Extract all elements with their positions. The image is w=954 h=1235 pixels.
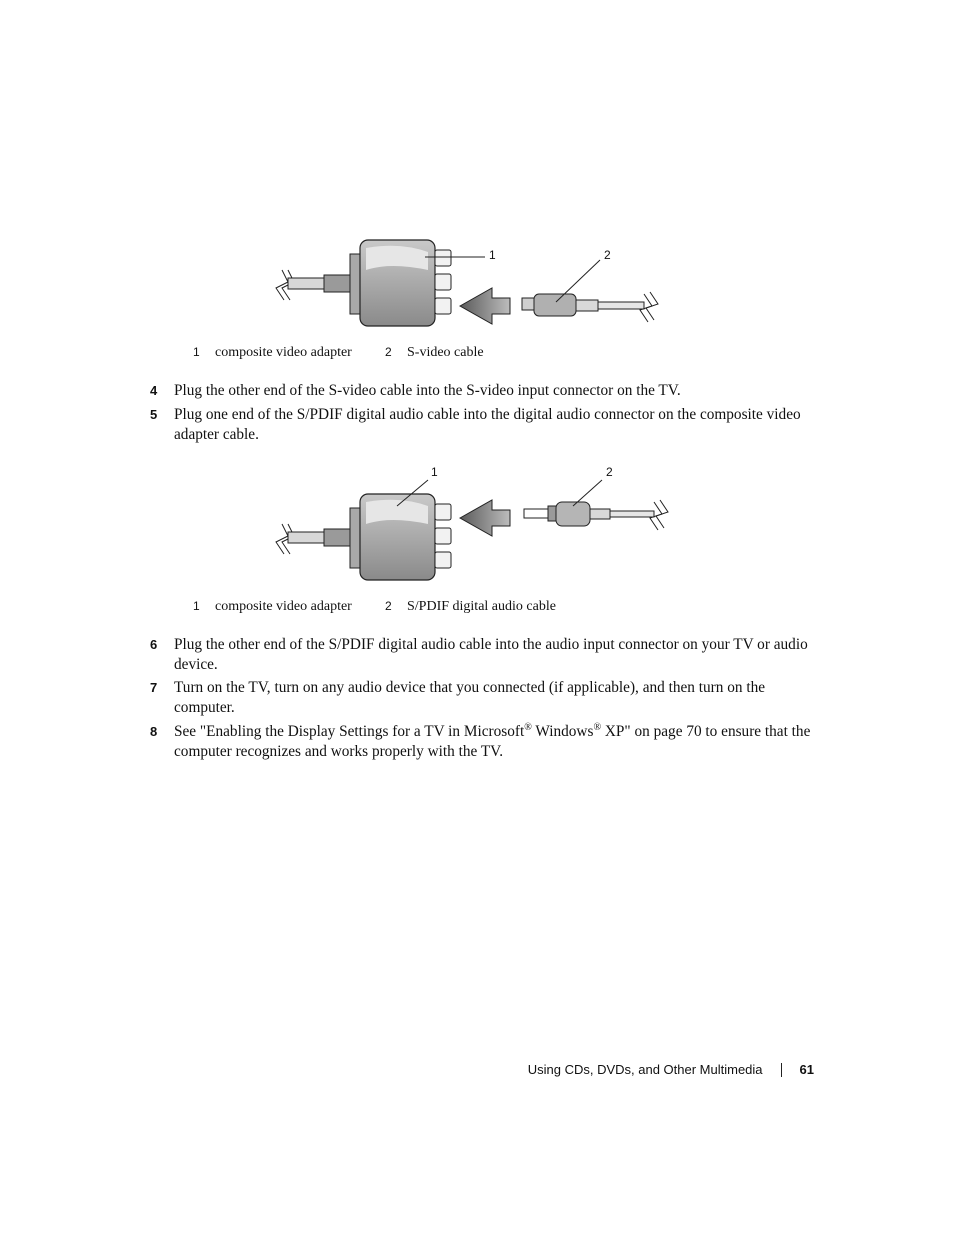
- step-5: [150, 405, 820, 444]
- legend-text: S-video cable: [407, 345, 484, 360]
- step-number: 7: [150, 680, 158, 695]
- footer-section-title: Using CDs, DVDs, and Other Multimedia: [527, 1062, 763, 1077]
- legend-number: 1: [193, 599, 200, 613]
- footer-divider: [781, 1063, 782, 1077]
- legend-text: composite video adapter: [215, 599, 352, 614]
- step-text: Turn on the TV, turn on any audio device that you connected (if applicable), and then turn on the computer.: [174, 679, 766, 716]
- step-number: 4: [150, 383, 158, 398]
- step-4: [150, 381, 820, 401]
- figure2-legend-item: [193, 599, 556, 615]
- step8-text-part3: XP" on page 70 to ensure that the computer recognizes and works properly with the TV.: [174, 723, 811, 760]
- step-text: Plug the other end of the S/PDIF digital audio cable into the audio input connector on your TV or audio device.: [174, 636, 808, 673]
- legend-number: 2: [385, 599, 392, 613]
- legend-text: S/PDIF digital audio cable: [407, 599, 556, 614]
- callout-1: 1: [431, 465, 438, 479]
- figure-spdif-connection: [260, 462, 680, 587]
- registered-mark: ®: [524, 721, 532, 733]
- step-6: [150, 635, 820, 674]
- legend-number: 1: [193, 345, 200, 359]
- step-number: 5: [150, 407, 158, 422]
- figure1-legend-item: [193, 345, 484, 361]
- callout-2: 2: [606, 465, 613, 479]
- step-text: Plug the other end of the S-video cable into the S-video input connector on the TV.: [174, 382, 681, 399]
- callout-1: 1: [489, 248, 496, 262]
- callout-2: 2: [604, 248, 611, 262]
- registered-mark: ®: [593, 721, 602, 733]
- step-7: [150, 678, 820, 717]
- step-text: Plug one end of the S/PDIF digital audio cable into the digital audio connector on the composite video adapter cable.: [174, 406, 801, 443]
- step-number: 8: [150, 724, 158, 739]
- step-number: 6: [150, 637, 158, 652]
- step-text: [174, 722, 820, 761]
- svideo-connection-illustration: [260, 230, 680, 340]
- step8-text-part2: Windows: [531, 723, 594, 740]
- spdif-connection-illustration: [260, 462, 680, 587]
- step-8: [150, 722, 820, 761]
- legend-number: 2: [385, 345, 392, 359]
- legend-text: composite video adapter: [215, 345, 352, 360]
- page-footer: [528, 1062, 814, 1077]
- page-number: 61: [799, 1062, 814, 1077]
- step8-text-part1: See "Enabling the Display Settings for a TV in Microsoft: [174, 723, 525, 740]
- figure-svideo-connection: [260, 230, 680, 340]
